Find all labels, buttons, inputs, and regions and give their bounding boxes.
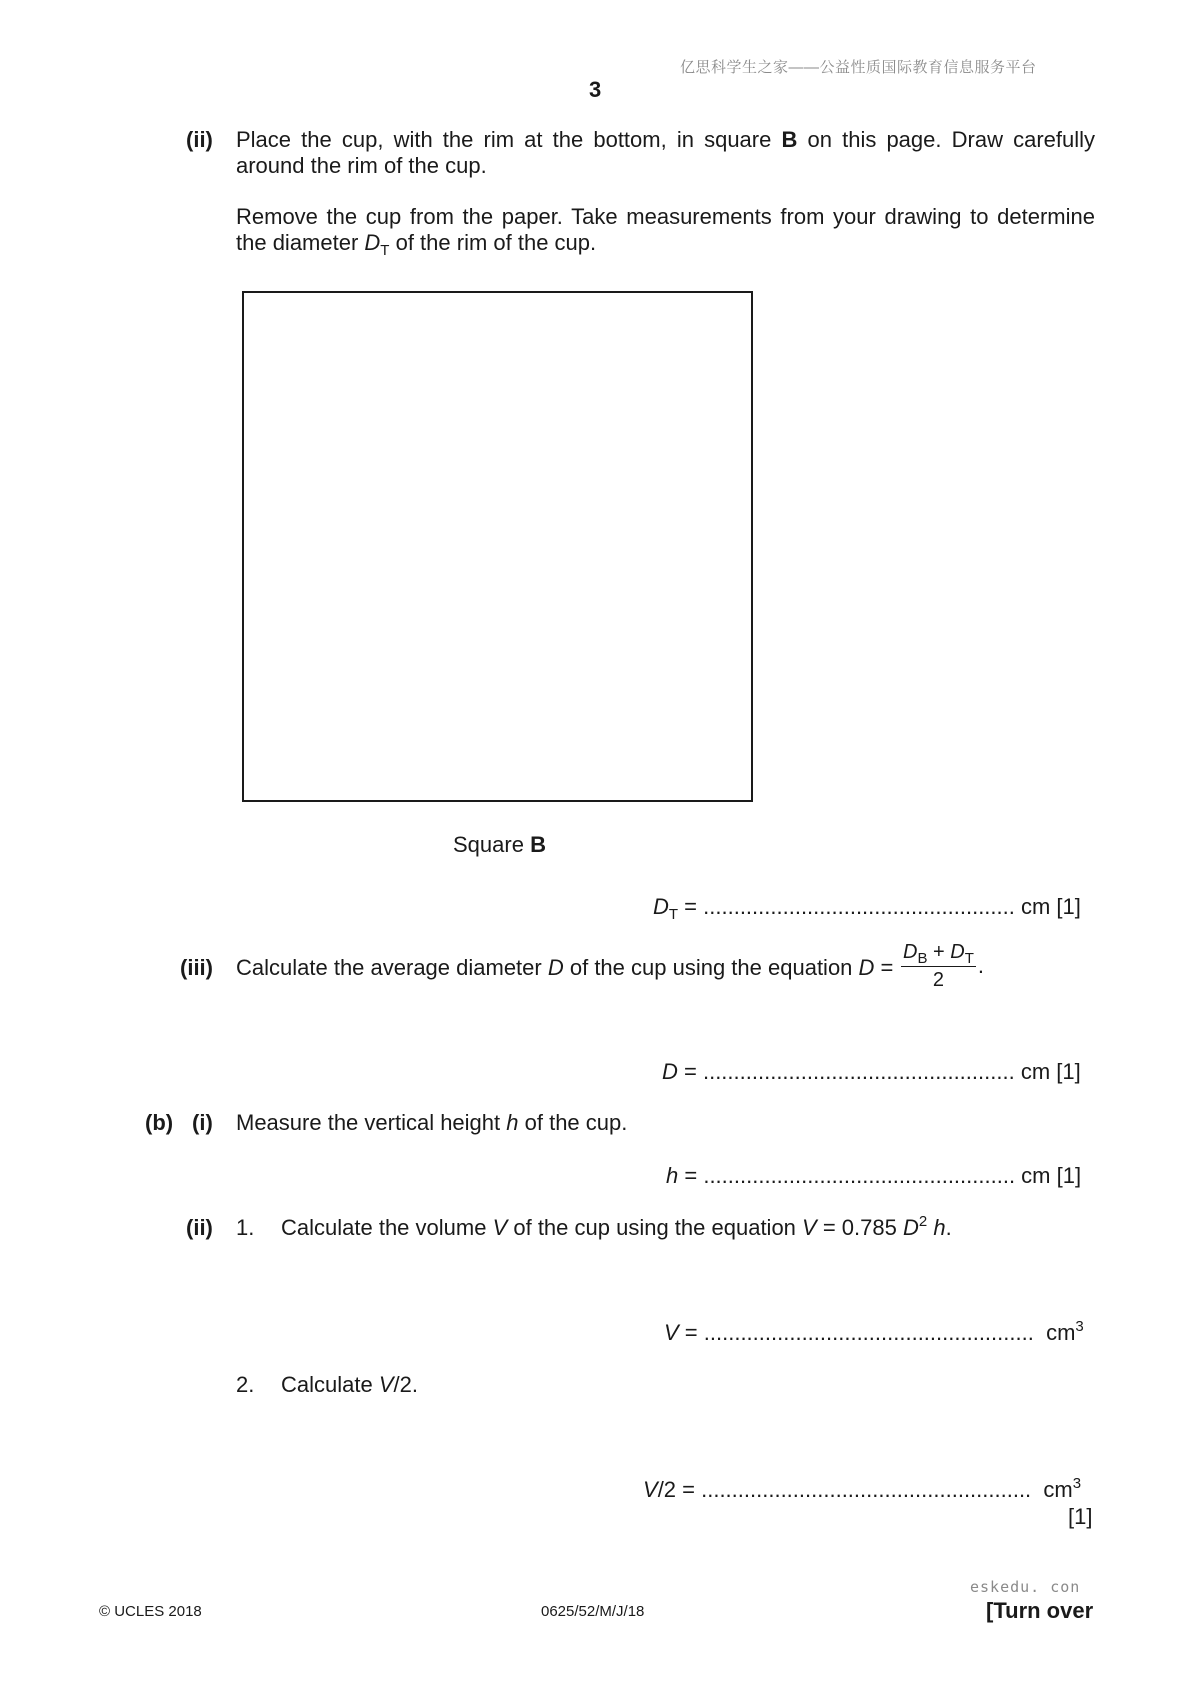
instruction-paragraph-2: Remove the cup from the paper. Take measurements from your drawing to determine the diameter $D_T$ of the rim of the cup. — [236, 204, 1095, 259]
instruction-paragraph-1: Place the cup, with the rim at the bottom, in square B on this page. Draw carefully around the rim of the cup. — [236, 127, 1096, 178]
answer-line-d[interactable]: D = ................................................... cm [1] — [662, 1059, 1081, 1084]
square-b-drawing-area[interactable] — [242, 291, 753, 802]
answer-line-v-half[interactable]: V/2 = ...................................................... $cm^3$ — [643, 1475, 1082, 1502]
footer-watermark: eskedu. con — [970, 1578, 1081, 1596]
answer-line-dt[interactable]: $D_T$ = ................................................... cm [1] — [653, 894, 1081, 923]
question-label-a-iii: (iii) — [180, 955, 213, 980]
item-number-1: 1. — [236, 1215, 255, 1240]
header-watermark: 亿思科学生之家——公益性质国际教育信息服务平台 — [680, 59, 1037, 76]
answer-line-h[interactable]: h = ................................................... cm [1] — [666, 1163, 1082, 1188]
copyright: © UCLES 2018 — [99, 1603, 202, 1620]
question-text-b-i: Measure the vertical height h of the cup. — [236, 1110, 628, 1135]
equation-fraction: $\frac{D_B + D_T}{2}$ . — [903, 941, 985, 991]
question-text-a-iii: Calculate the average diameter D of the cup using the equation D = — [236, 955, 894, 980]
item-number-2: 2. — [236, 1372, 255, 1397]
page-number: 3 — [589, 77, 602, 102]
square-caption: Square B — [453, 832, 546, 857]
turn-over-label: [Turn over — [986, 1598, 1094, 1623]
question-label-b-ii: (ii) — [186, 1215, 213, 1240]
question-label-b: (b) — [145, 1110, 174, 1135]
mark-allocation: [1] — [1068, 1504, 1093, 1529]
question-label-b-i: (i) — [192, 1110, 213, 1135]
question-text-b-ii-2: Calculate V/2. — [281, 1372, 418, 1397]
answer-line-v[interactable]: V = ...................................................... $cm^3$ — [664, 1318, 1084, 1345]
question-label-a-ii: (ii) — [186, 127, 213, 152]
question-text-b-ii-1: Calculate the volume V of the cup using the equation V = 0.785 $D^2$ h. — [281, 1213, 952, 1240]
paper-code: 0625/52/M/J/18 — [541, 1603, 645, 1620]
